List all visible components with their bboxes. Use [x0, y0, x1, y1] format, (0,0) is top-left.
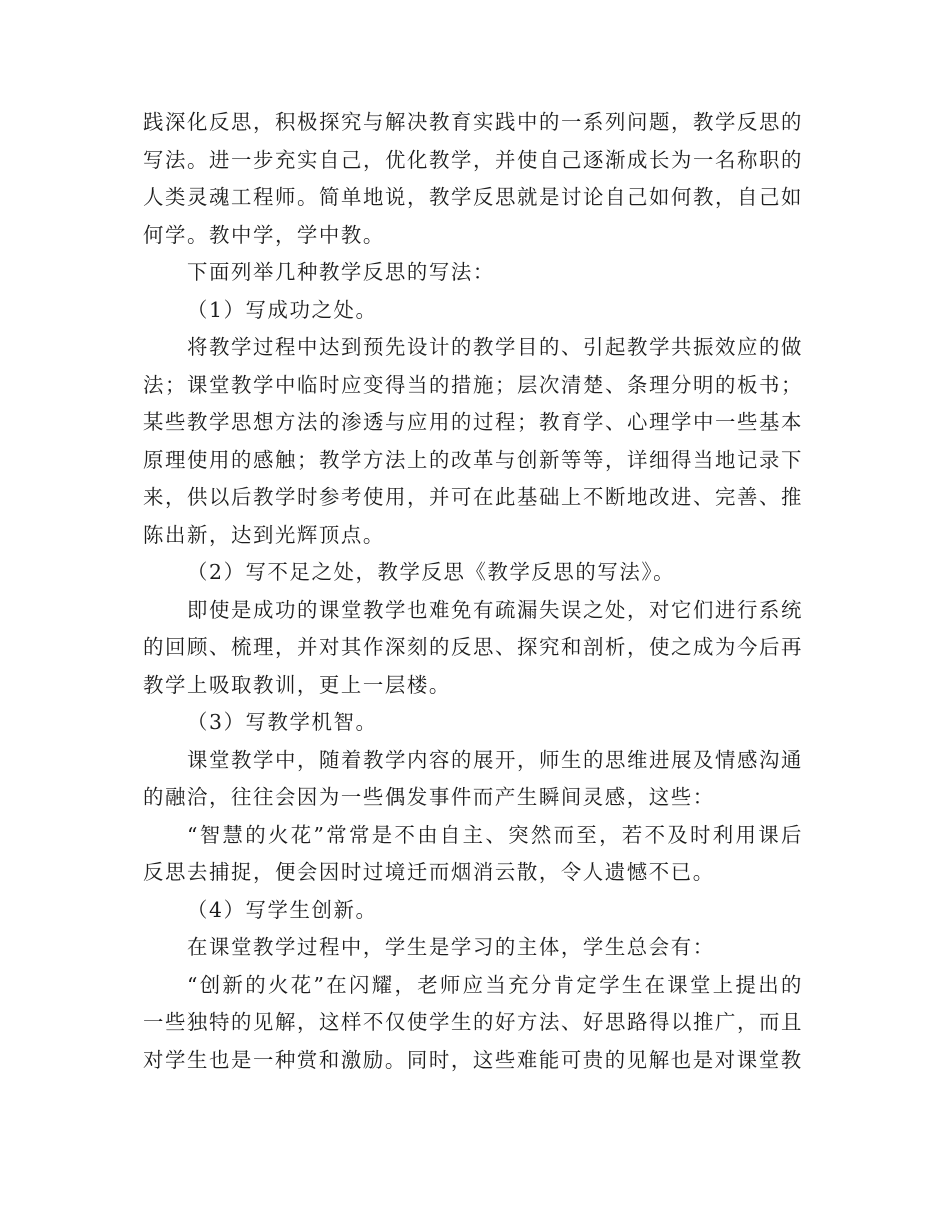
section-heading-2: （2）写不足之处，教学反思《教学反思的写法》。: [187, 560, 676, 584]
section-heading-4: （4）写学生创新。: [187, 897, 378, 922]
section-heading-3: （3）写教学机智。: [187, 710, 378, 734]
paragraph-7: 在课堂教学过程中，学生是学习的主体，学生总会有：: [187, 935, 715, 959]
paragraph-6: “智慧的火花”常常是不由自主、突然而至，若不及时利用课后反思去捕捉，便会因时过境迁而烟消云散，令人遗憾不已。: [143, 822, 803, 884]
paragraph-5: 课堂教学中，随着教学内容的展开，师生的思维进展及情感沟通的融洽，往往会因为一些偶发事件而产生瞬间灵感，这些：: [143, 747, 803, 809]
paragraph-2: 下面列举几种教学反思的写法：: [187, 260, 495, 284]
paragraph-1: 践深化反思，积极探究与解决教育实践中的一系列问题，教学反思的写法。进一步充实自己，优化教学，并使自己逐渐成长为一名称职的人类灵魂工程师。简单地说，教学反思就是讨论自己如何教，自己如何学。教中学，学中教。: [143, 110, 803, 247]
paragraph-3: 将教学过程中达到预先设计的教学目的、引起教学共振效应的做法；课堂教学中临时应变得当的措施；层次清楚、条理分明的板书；某些教学思想方法的渗透与应用的过程；教育学、心理学中一些基本原理使用的感触；教学方法上的改革与创新等等，详细得当地记录下来，供以后教学时参考使用，并可在此基础上不断地改进、完善、推陈出新，达到光辉顶点。: [143, 335, 803, 547]
section-heading-1: （1）写成功之处。: [187, 297, 378, 322]
paragraph-8: “创新的火花”在闪耀，老师应当充分肯定学生在课堂上提出的一些独特的见解，这样不仅使学生的好方法、好思路得以推广，而且对学生也是一种赏和激励。同时，这些难能可贵的见解也是对课堂教: [143, 972, 803, 1072]
document-body: [143, 104, 803, 1079]
paragraph-4: 即使是成功的课堂教学也难免有疏漏失误之处，对它们进行系统的回顾、梳理，并对其作深刻的反思、探究和剖析，使之成为今后再教学上吸取教训，更上一层楼。: [143, 597, 803, 697]
